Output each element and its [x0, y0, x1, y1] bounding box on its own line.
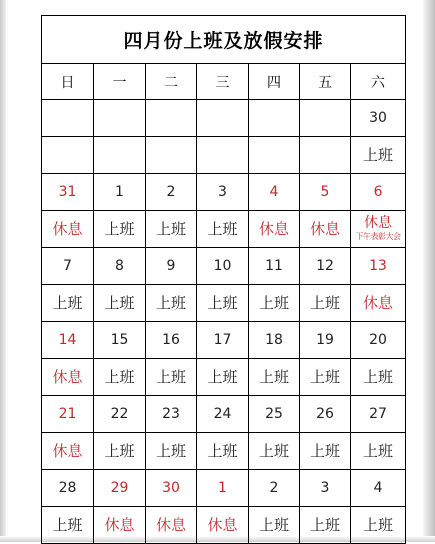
date-cell: 2	[249, 470, 300, 507]
date-cell: 1	[197, 470, 249, 507]
status-cell	[351, 433, 406, 470]
status-label: 上班	[258, 367, 289, 386]
status-cell	[94, 507, 146, 544]
date-cell: 15	[94, 322, 146, 359]
title-row	[42, 16, 406, 64]
date-cell: 9	[146, 248, 197, 285]
status-row	[42, 285, 406, 322]
date-cell: 5	[300, 174, 351, 211]
status-label: 上班	[104, 367, 135, 386]
schedule-table	[41, 15, 406, 544]
status-cell	[351, 507, 406, 544]
date-cell: 22	[94, 396, 146, 433]
date-cell	[94, 100, 146, 137]
date-cell: 30	[146, 470, 197, 507]
date-cell: 3	[300, 470, 351, 507]
status-label: 上班	[207, 441, 238, 460]
status-cell	[249, 507, 300, 544]
weekday-header: 二	[146, 64, 197, 100]
status-label: 上班	[258, 515, 289, 534]
date-row	[42, 470, 406, 507]
date-cell: 31	[42, 174, 94, 211]
status-label: 上班	[52, 515, 83, 534]
status-cell	[197, 433, 249, 470]
status-cell	[351, 137, 406, 174]
date-cell: 3	[197, 174, 249, 211]
page-edge-left	[0, 0, 6, 542]
date-cell	[146, 100, 197, 137]
status-label: 上班	[363, 145, 394, 164]
date-cell: 11	[249, 248, 300, 285]
status-cell	[94, 211, 146, 248]
status-label: 上班	[309, 515, 340, 534]
weekday-header: 四	[249, 64, 300, 100]
status-label: 休息	[258, 219, 289, 238]
status-row	[42, 211, 406, 248]
date-cell: 4	[351, 470, 406, 507]
status-row	[42, 137, 406, 174]
status-label: 上班	[155, 367, 186, 386]
status-cell	[249, 433, 300, 470]
status-label: 上班	[363, 515, 394, 534]
status-cell	[249, 211, 300, 248]
status-label: 休息	[52, 367, 83, 386]
weekday-header: 五	[300, 64, 351, 100]
weekday-header: 三	[197, 64, 249, 100]
date-cell: 17	[197, 322, 249, 359]
page-title: 四月份上班及放假安排	[42, 16, 406, 64]
status-cell	[351, 211, 406, 248]
status-cell	[197, 285, 249, 322]
date-cell: 27	[351, 396, 406, 433]
status-label: 上班	[207, 293, 238, 312]
status-label: 上班	[104, 293, 135, 312]
status-cell	[300, 285, 351, 322]
date-cell: 23	[146, 396, 197, 433]
status-label: 上班	[309, 293, 340, 312]
page-edge-right	[423, 0, 435, 542]
date-row	[42, 248, 406, 285]
status-label: 上班	[104, 219, 135, 238]
status-cell	[146, 137, 197, 174]
date-cell: 12	[300, 248, 351, 285]
status-label: 休息	[363, 293, 394, 312]
status-cell	[300, 433, 351, 470]
date-cell: 20	[351, 322, 406, 359]
status-cell	[197, 359, 249, 396]
date-cell: 13	[351, 248, 406, 285]
status-row	[42, 433, 406, 470]
status-label: 上班	[104, 441, 135, 460]
status-cell	[249, 137, 300, 174]
date-row	[42, 322, 406, 359]
status-cell	[94, 285, 146, 322]
date-cell: 29	[94, 470, 146, 507]
date-cell: 25	[249, 396, 300, 433]
date-cell	[197, 100, 249, 137]
status-label: 上班	[155, 293, 186, 312]
status-label: 休息	[364, 215, 393, 232]
status-label: 上班	[52, 293, 83, 312]
status-label: 上班	[363, 367, 394, 386]
date-row	[42, 174, 406, 211]
status-cell	[94, 137, 146, 174]
status-cell	[146, 507, 197, 544]
date-cell: 14	[42, 322, 94, 359]
status-cell	[42, 137, 94, 174]
status-cell	[42, 285, 94, 322]
status-label: 上班	[155, 219, 186, 238]
date-cell: 6	[351, 174, 406, 211]
date-cell: 21	[42, 396, 94, 433]
status-label: 上班	[363, 441, 394, 460]
status-cell	[146, 211, 197, 248]
status-label: 上班	[309, 367, 340, 386]
weekday-header-row	[42, 64, 406, 100]
status-cell	[146, 359, 197, 396]
date-cell: 16	[146, 322, 197, 359]
date-cell: 26	[300, 396, 351, 433]
status-cell	[42, 359, 94, 396]
date-row	[42, 396, 406, 433]
status-cell	[94, 433, 146, 470]
status-label: 上班	[309, 441, 340, 460]
status-label: 上班	[207, 219, 238, 238]
status-label: 休息	[309, 219, 340, 238]
date-cell: 8	[94, 248, 146, 285]
date-cell: 4	[249, 174, 300, 211]
date-cell: 19	[300, 322, 351, 359]
date-cell	[300, 100, 351, 137]
status-cell	[146, 433, 197, 470]
date-cell: 18	[249, 322, 300, 359]
status-cell	[351, 285, 406, 322]
weekday-header: 日	[42, 64, 94, 100]
status-label: 上班	[155, 441, 186, 460]
date-cell: 2	[146, 174, 197, 211]
status-cell	[94, 359, 146, 396]
date-cell: 10	[197, 248, 249, 285]
calendar-body	[42, 100, 406, 544]
status-label: 休息	[207, 515, 238, 534]
status-cell	[146, 285, 197, 322]
status-label: 休息	[52, 441, 83, 460]
date-row	[42, 100, 406, 137]
date-cell: 7	[42, 248, 94, 285]
date-cell: 30	[351, 100, 406, 137]
weekday-header: 一	[94, 64, 146, 100]
status-cell	[197, 211, 249, 248]
status-cell	[42, 507, 94, 544]
status-label: 休息	[52, 219, 83, 238]
status-cell	[42, 211, 94, 248]
date-cell: 1	[94, 174, 146, 211]
event-note: 下午表彰大会	[355, 231, 401, 241]
status-cell	[42, 433, 94, 470]
date-cell: 28	[42, 470, 94, 507]
status-cell	[300, 507, 351, 544]
weekday-header: 六	[351, 64, 406, 100]
status-cell	[197, 137, 249, 174]
status-cell	[300, 359, 351, 396]
status-label: 上班	[258, 441, 289, 460]
status-cell	[249, 359, 300, 396]
status-label: 上班	[258, 293, 289, 312]
status-row	[42, 507, 406, 544]
status-label: 休息	[104, 515, 135, 534]
status-row	[42, 359, 406, 396]
date-cell	[249, 100, 300, 137]
status-cell	[300, 211, 351, 248]
date-cell	[42, 100, 94, 137]
status-cell	[300, 137, 351, 174]
status-label: 休息	[155, 515, 186, 534]
date-cell: 24	[197, 396, 249, 433]
status-cell	[351, 359, 406, 396]
status-label: 上班	[207, 367, 238, 386]
status-cell	[249, 285, 300, 322]
status-cell	[197, 507, 249, 544]
